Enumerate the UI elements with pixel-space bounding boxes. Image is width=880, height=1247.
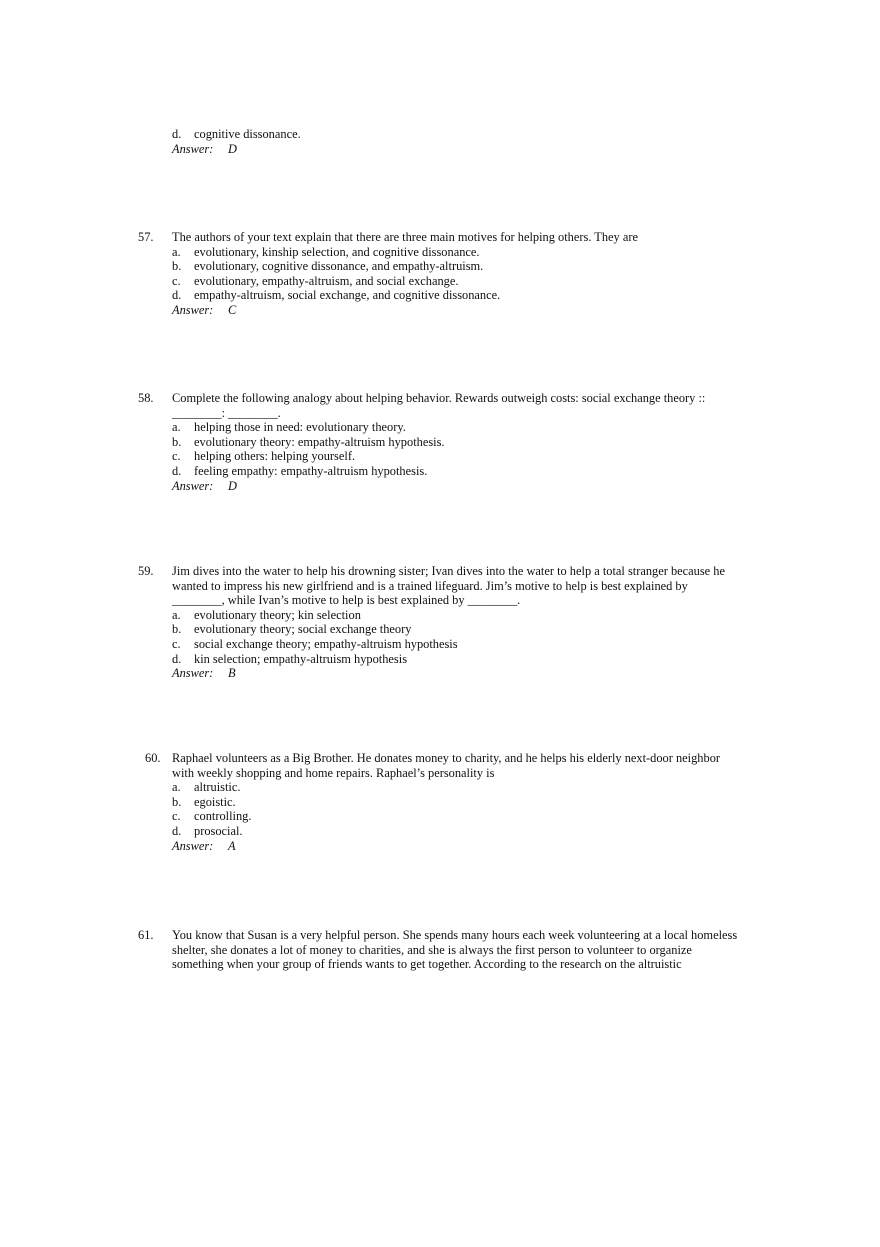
- option-text: prosocial.: [194, 823, 243, 838]
- question-number: 60.: [145, 751, 161, 765]
- option-letter: b.: [172, 259, 182, 274]
- option-a: [172, 780, 880, 795]
- question-stem: Raphael volunteers as a Big Brother. He donates money to charity, and he helps his elderly next-door neighbor with weekly shopping and home repairs. Raphael’s personality is: [172, 751, 721, 780]
- question-stem: The authors of your text explain that there are three main motives for helping others. They are: [172, 230, 638, 244]
- option-text: egoistic.: [194, 794, 236, 809]
- option-letter: d.: [172, 823, 182, 838]
- option-b: [172, 795, 880, 810]
- answer-value: D: [228, 478, 237, 493]
- option-text: evolutionary theory: empathy-altruism hypothesis.: [194, 434, 445, 449]
- option-letter: b.: [172, 794, 182, 809]
- question-61: [0, 928, 880, 972]
- option-letter: a.: [172, 780, 181, 795]
- option-c: [172, 637, 880, 652]
- question-58: [0, 391, 880, 493]
- option-c: [172, 449, 880, 464]
- option-letter: a.: [172, 420, 181, 435]
- option-a: [172, 245, 880, 260]
- answer: [172, 142, 880, 157]
- option-b: [172, 622, 880, 637]
- option-d: [172, 127, 880, 142]
- option-text: evolutionary, kinship selection, and cognitive dissonance.: [194, 244, 480, 259]
- question-number: 61.: [138, 928, 154, 942]
- answer-label: Answer:: [172, 838, 214, 853]
- question-57: [0, 230, 880, 318]
- answer-value: D: [228, 141, 237, 156]
- option-b: [172, 259, 880, 274]
- option-text: evolutionary, empathy-altruism, and social exchange.: [194, 273, 459, 288]
- answer: [172, 666, 880, 681]
- option-text: evolutionary, cognitive dissonance, and empathy-altruism.: [194, 259, 484, 274]
- option-letter: d.: [172, 127, 182, 141]
- option-c: [172, 274, 880, 289]
- question-number: 58.: [138, 391, 154, 405]
- option-letter: b.: [172, 622, 182, 637]
- question-stem: Jim dives into the water to help his drowning sister; Ivan dives into the water to help a total stranger because he wanted to impress his new girlfriend and is a trained lifeguard. Jim’s motive to help is best explained by ________, while Ivan’s motive to help is best explained by ________.: [172, 564, 725, 608]
- answer-label: Answer:: [172, 666, 214, 681]
- question-60: [0, 751, 880, 853]
- answer-label: Answer:: [172, 478, 214, 493]
- option-d: [172, 288, 880, 303]
- option-text: cognitive dissonance.: [194, 127, 301, 141]
- answer-label: Answer:: [172, 141, 214, 156]
- answer-value: B: [228, 666, 236, 681]
- option-a: [172, 420, 880, 435]
- option-letter: d.: [172, 463, 182, 478]
- option-text: kin selection; empathy-altruism hypothesis: [194, 651, 408, 666]
- option-letter: c.: [172, 273, 181, 288]
- option-d: [172, 464, 880, 479]
- option-text: evolutionary theory; kin selection: [194, 607, 361, 622]
- answer: [172, 479, 880, 494]
- answer-label: Answer:: [172, 302, 214, 317]
- option-letter: c.: [172, 449, 181, 464]
- option-text: helping those in need: evolutionary theory.: [194, 420, 406, 435]
- option-text: controlling.: [194, 809, 252, 824]
- question-stem: Complete the following analogy about helping behavior. Rewards outweigh costs: social exchange theory :: ________: ________.: [172, 391, 706, 420]
- option-letter: a.: [172, 244, 181, 259]
- option-text: evolutionary theory; social exchange theory: [194, 622, 412, 637]
- option-letter: c.: [172, 809, 181, 824]
- question-stem: You know that Susan is a very helpful person. She spends many hours each week volunteering at a local homeless shelter, she donates a lot of money to charities, and she is always the first person to volunteer to organize something when your group of friends wants to get together. According to the research on the altruistic: [172, 928, 738, 972]
- option-c: [172, 809, 880, 824]
- question-number: 59.: [138, 564, 154, 578]
- answer-value: A: [228, 838, 236, 853]
- option-letter: d.: [172, 651, 182, 666]
- option-d: [172, 824, 880, 839]
- option-a: [172, 608, 880, 623]
- option-b: [172, 435, 880, 450]
- question-59: [0, 564, 880, 681]
- answer: [172, 303, 880, 318]
- option-letter: b.: [172, 434, 182, 449]
- answer: [172, 839, 880, 854]
- question-number: 57.: [138, 230, 154, 244]
- option-text: altruistic.: [194, 780, 241, 795]
- option-text: helping others: helping yourself.: [194, 449, 356, 464]
- question-56-tail: [0, 127, 880, 156]
- option-text: social exchange theory; empathy-altruism hypothesis: [194, 636, 458, 651]
- option-text: feeling empathy: empathy-altruism hypothesis.: [194, 463, 428, 478]
- option-letter: c.: [172, 636, 181, 651]
- option-letter: d.: [172, 288, 182, 303]
- answer-value: C: [228, 302, 237, 317]
- option-letter: a.: [172, 607, 181, 622]
- option-d: [172, 652, 880, 667]
- option-text: empathy-altruism, social exchange, and cognitive dissonance.: [194, 288, 501, 303]
